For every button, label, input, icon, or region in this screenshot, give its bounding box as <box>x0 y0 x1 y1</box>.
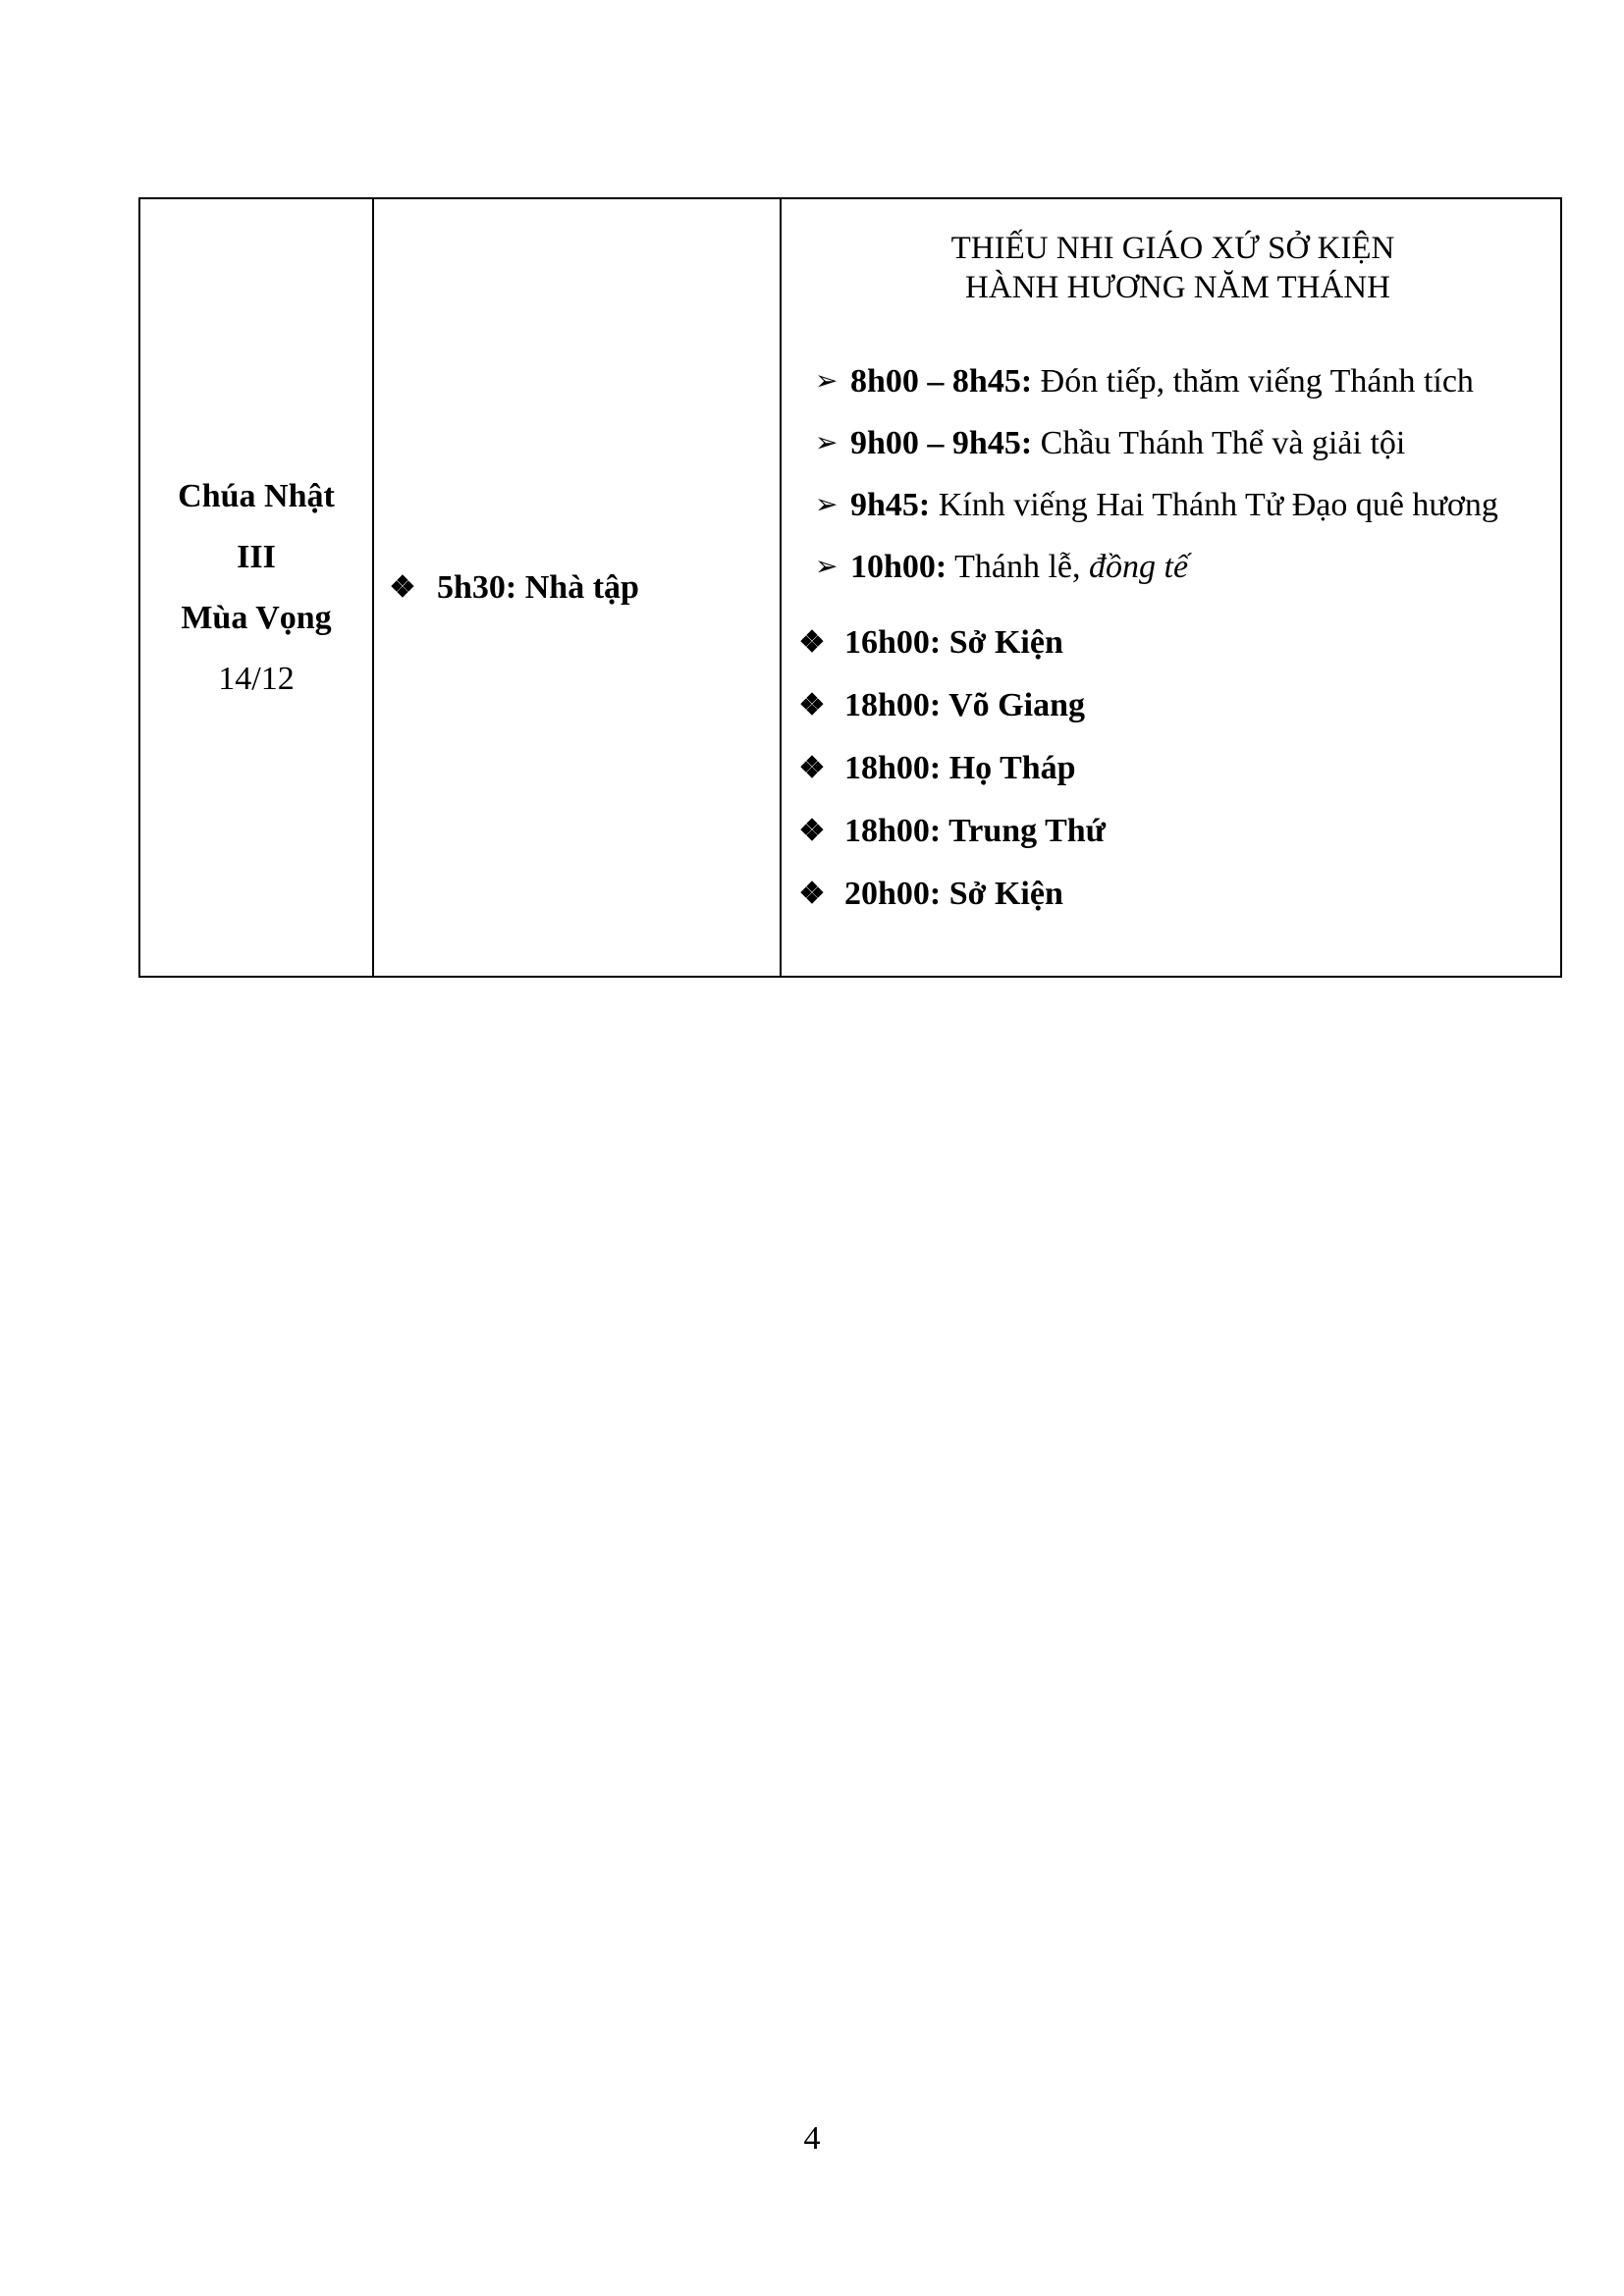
event-schedule-list <box>795 350 1550 598</box>
list-item <box>815 350 1550 412</box>
mass-text: 18h00: Trung Thứ <box>844 813 1107 849</box>
item-time: 8h00 – 8h45: <box>850 363 1033 400</box>
list-item <box>795 612 1550 674</box>
mass-text: 18h00: Võ Giang <box>844 687 1085 723</box>
item-desc: Kính viếng Hai Thánh Tử Đạo quê hương <box>930 487 1498 523</box>
list-item <box>815 536 1550 598</box>
day-cell <box>139 198 373 977</box>
mass-text: 20h00: Sở Kiện <box>844 876 1063 912</box>
page-number: 4 <box>803 2120 821 2157</box>
diamond-bullet-icon: ❖ <box>798 878 826 910</box>
list-item <box>795 737 1550 800</box>
diamond-bullet-icon: ❖ <box>798 752 826 784</box>
item-time: 9h45: <box>850 487 931 523</box>
list-item <box>795 674 1550 737</box>
list-item <box>795 863 1550 926</box>
event-title-line1: THIẾU NHI GIÁO XỨ SỞ KIỆN <box>950 231 1395 266</box>
schedule-table <box>138 197 1562 978</box>
item-time: 10h00: <box>850 549 947 585</box>
diamond-bullet-icon: ❖ <box>798 626 826 659</box>
arrow-bullet-icon: ➢ <box>815 428 839 458</box>
list-item <box>815 412 1550 474</box>
arrow-bullet-icon: ➢ <box>815 490 839 520</box>
morning-mass-item <box>386 569 780 607</box>
mass-text: 16h00: Sở Kiện <box>844 624 1063 661</box>
arrow-bullet-icon: ➢ <box>815 366 839 397</box>
item-desc: Chầu Thánh Thể và giải tội <box>1032 425 1406 461</box>
day-name-line3: Mùa Vọng <box>181 599 332 636</box>
day-name-line2: III <box>237 538 276 575</box>
diamond-bullet-icon: ❖ <box>798 815 826 847</box>
list-item <box>795 800 1550 863</box>
item-time: 9h00 – 9h45: <box>850 425 1033 461</box>
diamond-bullet-icon: ❖ <box>389 571 416 604</box>
day-date: 14/12 <box>218 660 295 697</box>
item-desc-italic: đồng tế <box>1089 549 1189 585</box>
day-name-line1: Chúa Nhật <box>178 477 335 514</box>
morning-mass-cell <box>373 198 781 977</box>
morning-mass-text: 5h30: Nhà tập <box>437 568 639 606</box>
arrow-bullet-icon: ➢ <box>815 552 839 582</box>
item-desc: Đón tiếp, thăm viếng Thánh tích <box>1032 363 1474 400</box>
list-item <box>815 474 1550 536</box>
evening-mass-list <box>795 612 1550 926</box>
event-title <box>795 229 1550 307</box>
diamond-bullet-icon: ❖ <box>798 689 826 721</box>
mass-text: 18h00: Họ Tháp <box>844 750 1076 786</box>
event-cell <box>781 198 1561 977</box>
table-row <box>139 198 1561 977</box>
item-desc: Thánh lễ, <box>947 549 1090 585</box>
event-title-line2: HÀNH HƯƠNG NĂM THÁNH <box>965 270 1390 305</box>
